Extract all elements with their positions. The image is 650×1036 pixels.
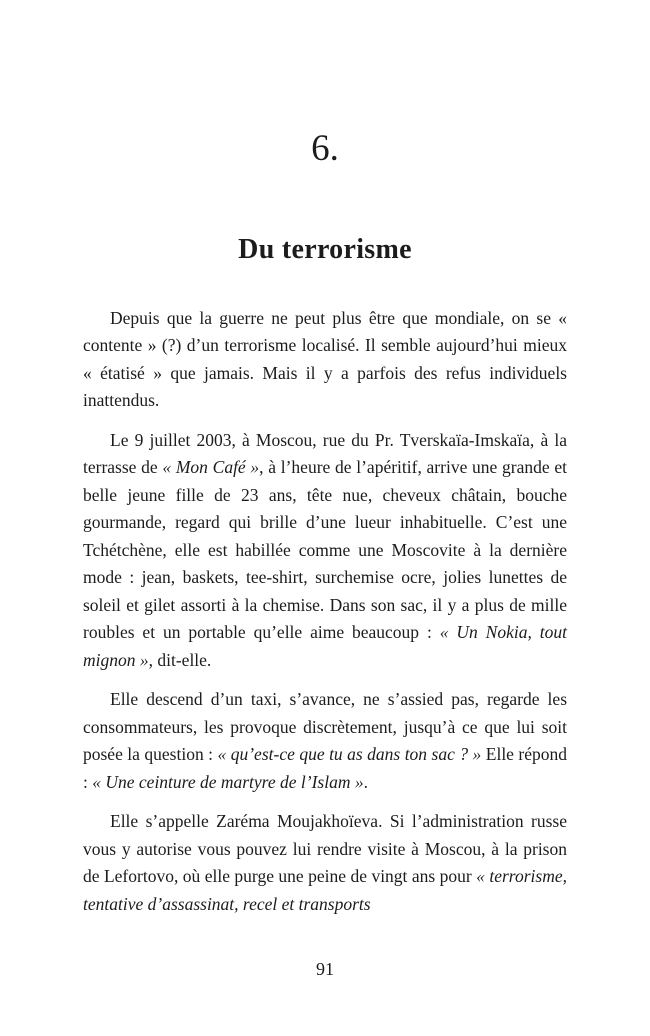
text-run: Elle descend d’un taxi, s’avance, ne s’assied pas, regarde les consommateurs, les provoque discrètement, jusqu’à ce que lui soit posée la question : (83, 689, 567, 765)
page-number: 91 (316, 959, 334, 979)
chapter-title: Du terrorisme (238, 234, 412, 265)
text-run-italic: « Une ceinture de martyre de l’Islam » (92, 771, 364, 792)
text-run: Le 9 juillet 2003, à Moscou, rue du Pr. Tverskaïa-Imskaïa, à la terrasse de (83, 429, 567, 478)
text-run: Depuis que la guerre ne peut plus être que mondiale, on se « contente » (?) d’un terrorisme localisé. Il semble aujourd’hui mieux « étatisé » que jamais. Mais il y a parfois des refus individuels inattendus. (83, 307, 567, 411)
body-text (83, 305, 567, 919)
text-run: , dit-elle. (148, 649, 212, 670)
text-run: Elle répond : (83, 744, 568, 792)
text-run-italic: « qu’est-ce que tu as dans ton sac ? » (217, 744, 482, 765)
paragraph-2 (83, 427, 567, 675)
text-run: , à l’heure de l’apéritif, arrive une grande et belle jeune fille de 23 ans, tête nue, cheveux châtain, bouche gourmande, regard qui brille d’une lueur inhabituelle. C’est une Tchétchène, elle est habillée comme une Moscovite à la dernière mode : jean, baskets, tee-shirt, surchemise ocre, jolies lunettes de soleil et gilet assorti à la chemise. Dans son sac, il y a plus de mille roubles et un portable qu’elle aime beaucoup : (83, 457, 567, 643)
text-run-italic: « Mon Café » (162, 457, 260, 478)
text-run-italic: « terrorisme, tentative d’assassinat, recel et transports (83, 866, 567, 914)
paragraph-1 (83, 305, 567, 415)
text-run: Elle s’appelle Zaréma Moujakhoïeva. Si l’administration russe vous y autorise vous pouvez lui rendre visite à Moscou, à la prison de Lefortovo, où elle purge une peine de vingt ans pour (83, 811, 567, 887)
text-run-italic: « Un Nokia, tout mignon » (83, 622, 567, 670)
chapter-number: 6. (311, 128, 339, 169)
paragraph-4 (83, 808, 567, 918)
text-run: . (363, 771, 368, 792)
paragraph-3 (83, 686, 567, 796)
